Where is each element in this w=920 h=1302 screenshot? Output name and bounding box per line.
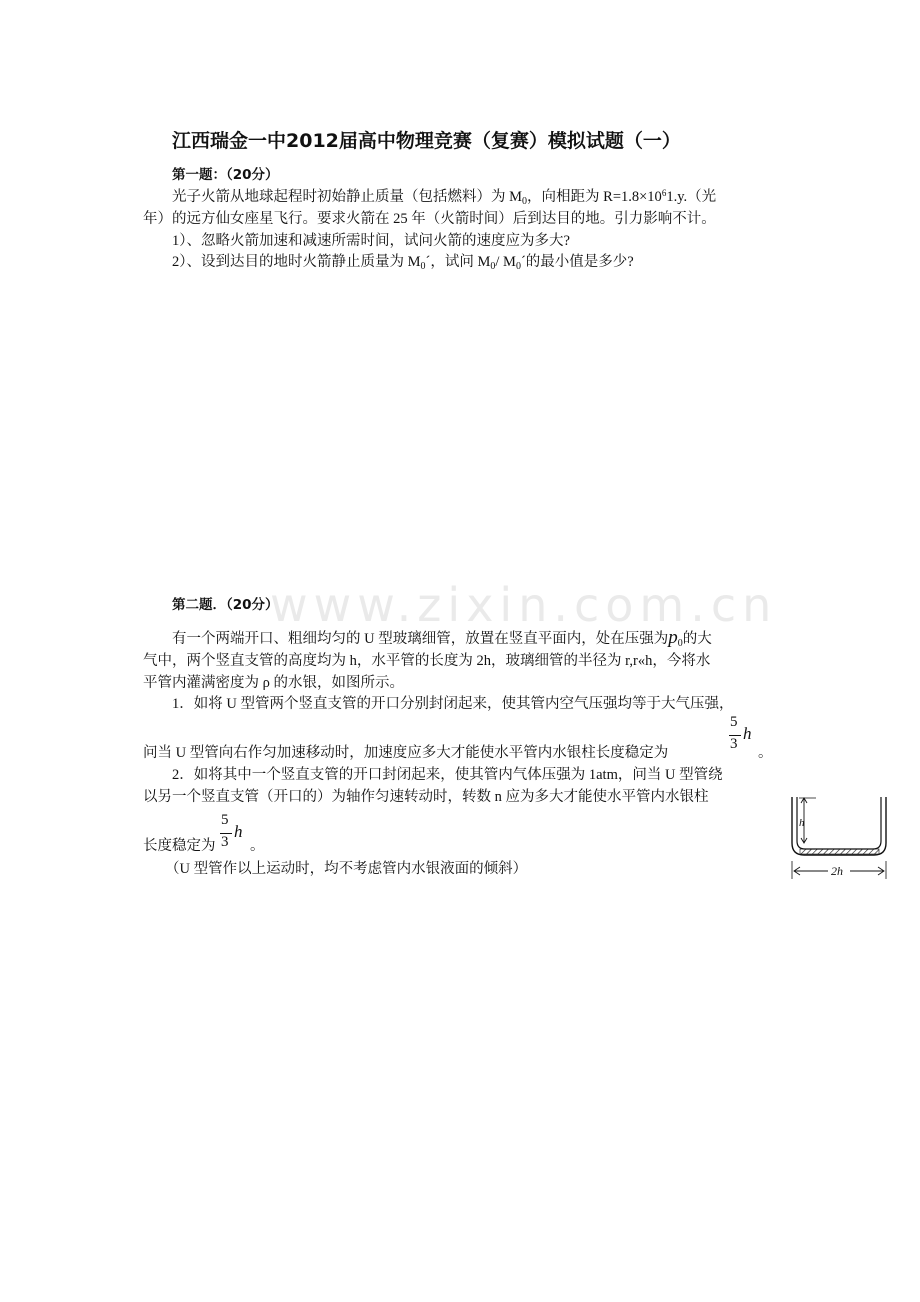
watermark: www.zixin.com.cn <box>270 578 778 632</box>
q1-text: / M <box>495 254 516 270</box>
label-h: h <box>799 817 805 829</box>
pressure-symbol: p <box>668 627 678 648</box>
subscript: 0 <box>490 261 496 272</box>
q2-heading: 第二题．（20分） <box>172 597 279 613</box>
page-title: 江西瑞金一中2012届高中物理竞赛（复赛）模拟试题（一） <box>172 130 681 152</box>
subscript: 0 <box>522 196 528 207</box>
q2-line5-end: 。 <box>758 745 773 761</box>
fraction-denominator: 3 <box>221 834 229 850</box>
q2-line1 <box>172 627 712 649</box>
superscript: 6 <box>661 188 667 198</box>
q1-heading: 第一题：（20分） <box>172 167 279 183</box>
q2-line6: 2．如将其中一个竖直支管的开口封闭起来，使其管内气体压强为 1atm，问当 U 型管绕 <box>172 767 723 783</box>
q2-text: 的大 <box>682 631 712 647</box>
q2-line5: 问当 U 型管向右作匀加速移动时，加速度应多大才能使水平管内水银柱长度稳定为 <box>143 745 669 761</box>
subscript: 0 <box>677 638 683 649</box>
q2-text: 有一个两端开口、粗细均匀的 U 型玻璃细管，放置在竖直平面内，处在压强为 <box>172 631 669 647</box>
subscript: 0 <box>420 261 426 272</box>
q2-note: （U 型管作以上运动时，均不考虑管内水银液面的倾斜） <box>165 861 528 877</box>
fraction-variable: h <box>234 822 243 841</box>
q1-text: 1.y.（光 <box>666 189 717 205</box>
subscript: 0 <box>515 261 521 272</box>
q1-text: 光子火箭从地球起程时初始静止质量（包括燃料）为 M <box>172 189 523 205</box>
fraction-denominator: 3 <box>730 736 738 752</box>
u-tube-inner-wall <box>797 797 881 849</box>
q2-line3: 平管内灌满密度为 ρ 的水银，如图所示。 <box>143 675 404 691</box>
q2-line4: 1．如将 U 型管两个竖直支管的开口分别封闭起来，使其管内空气压强均等于大气压强， <box>172 696 734 712</box>
u-tube-outer-wall <box>792 797 886 855</box>
q1-text: ´的最小值是多少? <box>520 254 634 270</box>
mercury-column <box>800 849 879 854</box>
u-tube-diagram <box>786 795 892 881</box>
label-2h: 2h <box>831 864 843 878</box>
fraction-numerator: 5 <box>730 714 738 730</box>
q2-line7: 以另一个竖直支管（开口的）为轴作匀速转动时，转数 n 应为多大才能使水平管内水银柱 <box>143 789 709 805</box>
q1-text: 2）、设到达目的地时火箭静止质量为 M <box>172 254 421 270</box>
fraction-variable: h <box>743 724 752 743</box>
q1-line3: 1）、忽略火箭加速和减速所需时间，试问火箭的速度应为多大? <box>172 233 570 249</box>
q1-text: ´，试问 M <box>425 254 491 270</box>
q1-line4 <box>172 250 634 271</box>
q2-line8: 长度稳定为 <box>143 838 216 854</box>
q2-line2: 气中，两个竖直支管的高度均为 h，水平管的长度为 2h，玻璃细管的半径为 r,r«h，今将水 <box>143 653 711 669</box>
q1-line1 <box>172 185 716 206</box>
q1-line2: 年）的远方仙女座星飞行。要求火箭在 25 年（火箭时间）后到达目的地。引力影响不计。 <box>143 211 716 227</box>
q2-line8-end: 。 <box>250 838 265 854</box>
q1-text: ，向相距为 R=1.8×10 <box>527 189 662 205</box>
fraction-numerator: 5 <box>221 812 229 828</box>
